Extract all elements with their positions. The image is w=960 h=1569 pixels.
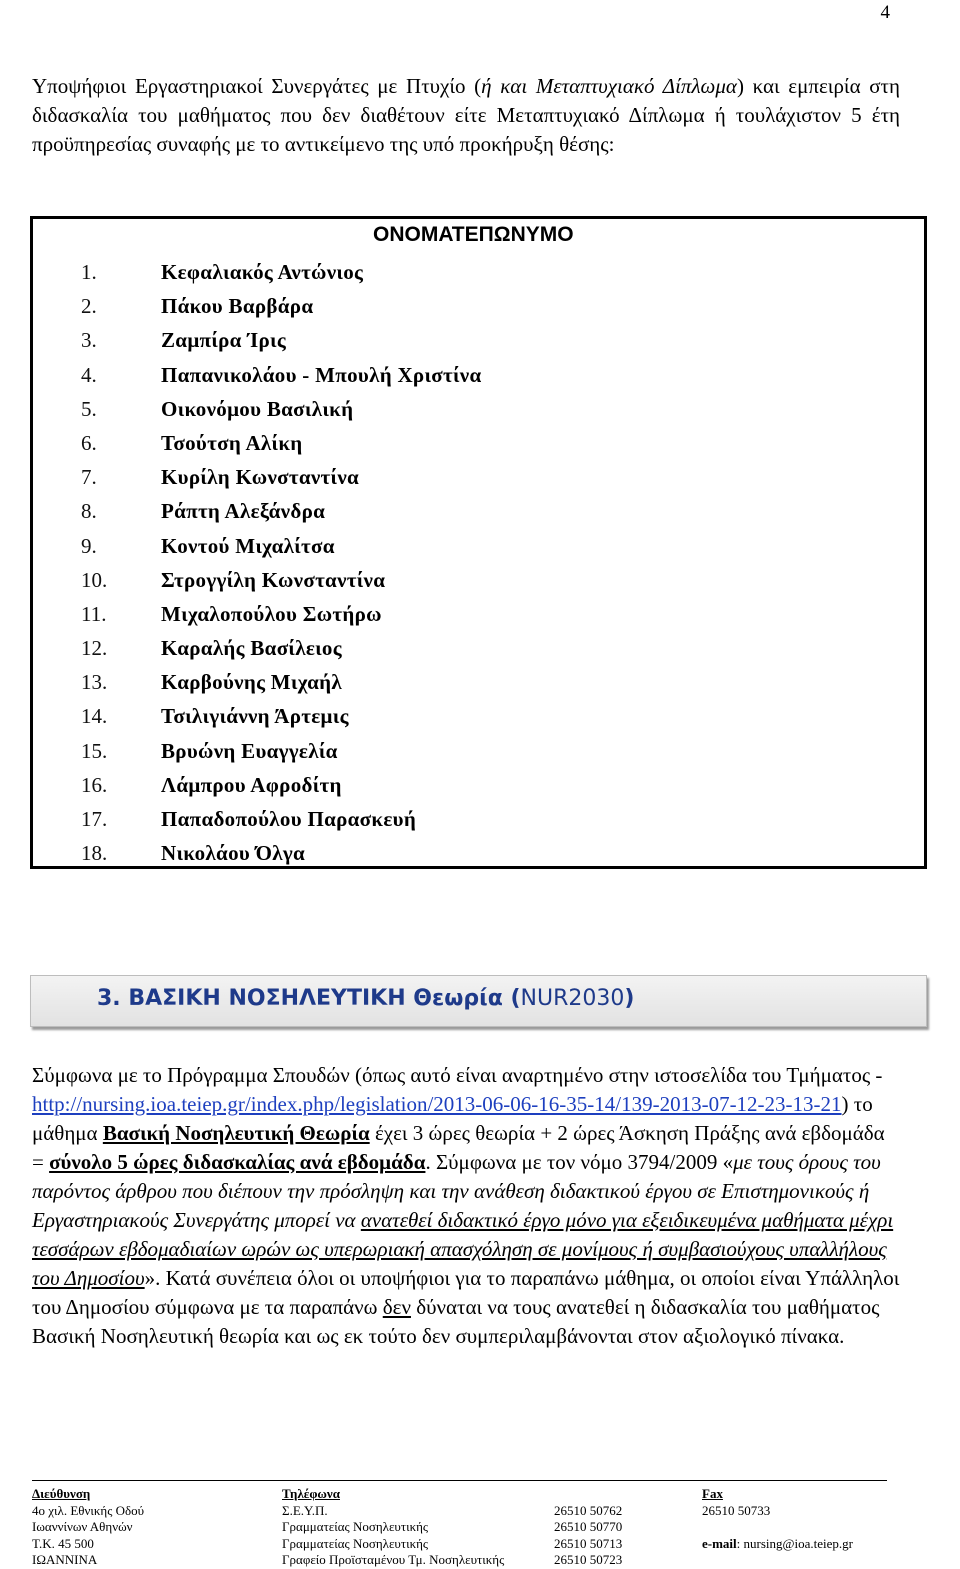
footer-phone-numbers xyxy=(554,1486,622,1569)
table-row xyxy=(33,734,924,768)
phone-number: 26510 50723 xyxy=(554,1552,623,1567)
footer-divider xyxy=(32,1480,887,1481)
candidate-name: Νικολάου Όλγα xyxy=(161,841,306,866)
candidate-name: Παπαδοπούλου Παρασκευή xyxy=(161,807,417,831)
body-text-6: δύναται να τους ανατεθεί η διδασκαλία του μαθήματος Βασική Νοσηλευτική θεωρία και ως εκ τούτο δεν συμπεριλαμβάνονται στον αξιολογικό πίνακα. xyxy=(32,1295,880,1348)
table-header: ΟΝΟΜΑΤΕΠΩΝΥΜΟ xyxy=(373,223,574,246)
candidate-name: Κεφαλιακός Αντώνιος xyxy=(161,260,364,284)
row-number: 7. xyxy=(81,465,97,490)
email-value: : nursing@ioa.teiep.gr xyxy=(736,1535,853,1551)
law-quote-2: ανατεθεί διδακτικό έργο μόνο για εξειδικευμένα μαθήματα μέχρι τεσσάρων εβδομαδιαίων ωρών ως υπερωριακή απασχόληση σε μονίμους ή συμβασιούχους υπαλλήλους του Δημοσίου xyxy=(32,1208,894,1290)
row-number: 2. xyxy=(81,294,97,319)
course-code: NUR2030 xyxy=(520,986,625,1011)
curriculum-link[interactable]: http://nursing.ioa.teiep.gr/index.php/legislation/2013-06-06-16-35-14/139-2013-07-12-23-13-21 xyxy=(32,1092,842,1116)
footer-fax xyxy=(702,1486,853,1552)
row-number: 13. xyxy=(81,670,108,695)
section-title xyxy=(97,986,634,1011)
candidates-list xyxy=(33,255,924,870)
candidate-name: Οικονόμου Βασιλική xyxy=(161,396,354,421)
phone-label: Γραμματείας Νοσηλευτικής xyxy=(282,1519,429,1534)
negation-word: δεν xyxy=(382,1295,411,1319)
section-heading-bar xyxy=(30,975,927,1027)
email-label: e-mail xyxy=(702,1535,737,1551)
candidate-name: Πάκου Βαρβάρα xyxy=(161,294,314,319)
candidate-name: Κυρίλη Κωνσταντίνα xyxy=(161,465,360,490)
candidate-name: Τσιλιγιάννη Άρτεμις xyxy=(161,704,349,729)
phone-label: Σ.Ε.Υ.Π. xyxy=(282,1502,328,1518)
table-row xyxy=(33,494,924,528)
table-row xyxy=(33,665,924,699)
footer-phone-labels xyxy=(282,1486,504,1569)
intro-text-1: Υποψήφιοι Εργαστηριακοί Συνεργάτες με Πτυχίο ( xyxy=(32,74,482,98)
candidate-name: Καρβούνης Μιχαήλ xyxy=(161,670,342,695)
candidate-name: Μιχαλοπούλου Σωτήρω xyxy=(161,601,382,626)
table-row xyxy=(33,529,924,563)
table-row xyxy=(33,699,924,733)
candidate-name: Λάμπρου Αφροδίτη xyxy=(161,772,342,797)
footer-address xyxy=(32,1486,144,1569)
row-number: 11. xyxy=(81,601,107,626)
candidate-name: Τσούτση Αλίκη xyxy=(161,430,303,455)
address-heading: Διεύθυνση xyxy=(32,1486,91,1501)
table-row xyxy=(33,836,924,870)
section-title-end: ) xyxy=(624,986,635,1011)
row-number: 5. xyxy=(81,396,97,421)
table-row xyxy=(33,631,924,665)
candidate-name: Βρυώνη Ευαγγελία xyxy=(161,738,338,763)
table-row xyxy=(33,426,924,460)
table-row xyxy=(33,460,924,494)
address-line: 4ο χιλ. Εθνικής Οδού xyxy=(32,1502,145,1518)
body-text-5: ». Κατά συνέπεια όλοι οι υποψήφιοι για το παραπάνω μάθημα, οι οποίοι είναι Υπάλληλοι του Δημοσίου σύμφωνα με τα παραπάνω xyxy=(32,1266,900,1319)
phone-number: 26510 50713 xyxy=(554,1535,623,1551)
intro-text-italic: ή και Μεταπτυχιακό Δίπλωμα xyxy=(481,74,737,98)
address-line: Τ.Κ. 45 500 xyxy=(32,1535,94,1551)
address-line: Ιωαννίνων Αθηνών xyxy=(32,1519,133,1534)
candidate-name: Ζαμπίρα Ίρις xyxy=(161,328,287,353)
candidate-name: Κοντού Μιχαλίτσα xyxy=(161,533,335,558)
row-number: 18. xyxy=(81,841,108,866)
candidate-name: Παπανικολάου - Μπουλή Χριστίνα xyxy=(161,362,482,387)
page-number: 4 xyxy=(880,2,890,23)
candidates-table xyxy=(30,216,927,869)
table-row xyxy=(33,392,924,426)
phone-number: 26510 50762 xyxy=(554,1502,623,1518)
table-row xyxy=(33,597,924,631)
law-quote-1: με τους όρους του παρόντος άρθρου που διέπουν την πρόσληψη και την ανάθεση διδακτικού έργου σε Επιστημονικούς ή Εργαστηριακούς Συνεργάτης μπορεί να xyxy=(32,1150,881,1232)
intro-paragraph xyxy=(32,72,900,159)
table-row xyxy=(33,289,924,323)
fax-heading: Fax xyxy=(702,1486,723,1501)
row-number: 10. xyxy=(81,567,108,592)
phone-heading: Τηλέφωνα xyxy=(282,1486,340,1501)
table-row xyxy=(33,802,924,836)
total-hours: σύνολο 5 ώρες διδασκαλίας ανά εβδομάδα xyxy=(49,1150,426,1174)
phone-label: Γραμματείας Νοσηλευτικής xyxy=(282,1535,429,1551)
section-title-main: 3. ΒΑΣΙΚΗ ΝΟΣΗΛΕΥΤΙΚΗ Θεωρία ( xyxy=(97,986,521,1011)
fax-number: 26510 50733 xyxy=(702,1502,771,1518)
table-row xyxy=(33,563,924,597)
footer xyxy=(32,1480,892,1565)
body-paragraph xyxy=(32,1061,900,1351)
row-number: 17. xyxy=(81,807,108,831)
row-number: 4. xyxy=(81,362,97,387)
table-row xyxy=(33,255,924,289)
body-text-1: Σύμφωνα με το Πρόγραμμα Σπουδών (όπως αυτό είναι αναρτημένο στην ιστοσελίδα του Τμήματος - xyxy=(32,1063,883,1087)
course-name: Βασική Νοσηλευτική Θεωρία xyxy=(102,1121,370,1145)
row-number: 6. xyxy=(81,430,97,455)
address-line: ΙΩΑΝΝΙΝΑ xyxy=(32,1552,98,1567)
row-number: 8. xyxy=(81,499,97,524)
body-text-2: ) το μάθημα xyxy=(32,1092,873,1145)
row-number: 3. xyxy=(81,328,97,353)
body-text-3: έχει 3 ώρες θεωρία + 2 ώρες Άσκηση Πράξης ανά εβδομάδα = xyxy=(32,1121,885,1174)
row-number: 12. xyxy=(81,636,108,661)
row-number: 9. xyxy=(81,533,97,558)
table-row xyxy=(33,768,924,802)
phone-number: 26510 50770 xyxy=(554,1519,623,1534)
phone-label: Γραφείο Προϊσταμένου Τμ. Νοσηλευτικής xyxy=(282,1552,505,1567)
candidate-name: Στρογγίλη Κωνσταντίνα xyxy=(161,567,386,592)
table-row xyxy=(33,323,924,357)
candidate-name: Ράπτη Αλεξάνδρα xyxy=(161,499,326,524)
table-row xyxy=(33,358,924,392)
intro-text-2: ) και εμπειρία στη διδασκαλία του μαθήματος που δεν διαθέτουν είτε Μεταπτυχιακό Δίπλωμα ή τουλάχιστον 5 έτη προϋπηρεσίας συναφής με το αντικείμενο της υπό προκήρυξη θέσης: xyxy=(32,74,900,156)
row-number: 16. xyxy=(81,772,108,797)
row-number: 1. xyxy=(81,260,97,284)
row-number: 14. xyxy=(81,704,108,729)
candidate-name: Καραλής Βασίλειος xyxy=(161,636,342,661)
body-text-4: . Σύμφωνα με τον νόμο 3794/2009 « xyxy=(425,1150,734,1174)
row-number: 15. xyxy=(81,738,108,763)
